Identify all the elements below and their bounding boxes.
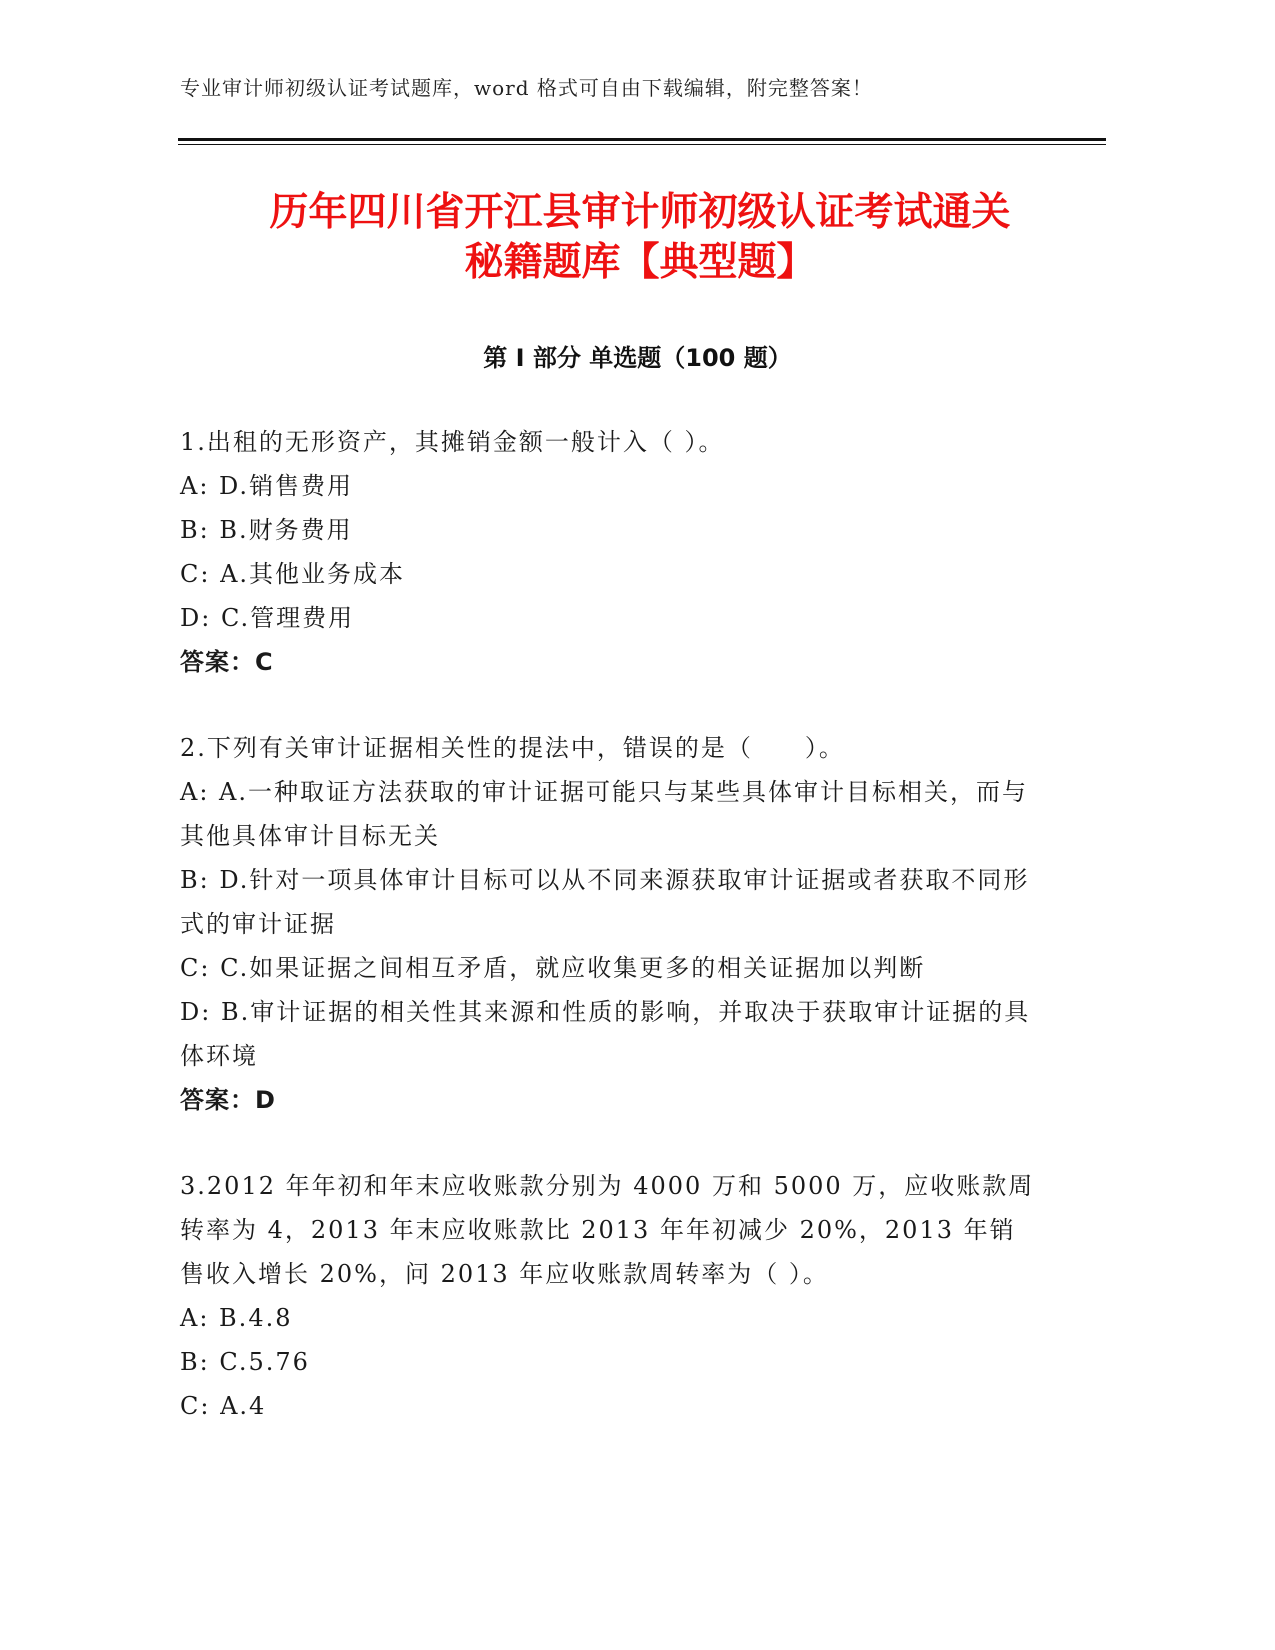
option-a: A: D.销售费用 <box>180 472 354 500</box>
option-c: C: A.其他业务成本 <box>180 560 406 588</box>
question-stem: 3.2012 年年初和年末应收账款分别为 4000 万和 5000 万，应收账款周转率为 4，2013 年末应收账款比 2013 年年初减少 20%，2013 年销售收入增长 20%，问 2013 年应收账款周转率为（ ）。 <box>180 1172 1035 1288</box>
option-b: B: B.财务费用 <box>180 516 353 544</box>
document-title-line-2: 秘籍题库【典型题】 <box>464 240 816 285</box>
question-spacer <box>180 684 1040 726</box>
option-c: C: A.4 <box>180 1392 267 1420</box>
option-c: C: C.如果证据之间相互矛盾，就应收集更多的相关证据加以判断 <box>180 954 926 982</box>
question-list <box>180 420 1040 1428</box>
question-3 <box>180 1164 1040 1428</box>
header-rule-thin <box>178 144 1106 145</box>
option-d: D: C.管理费用 <box>180 604 355 632</box>
header-note: 专业审计师初级认证考试题库，word 格式可自由下载编辑，附完整答案！ <box>180 76 873 100</box>
option-d: D: B.审计证据的相关性其来源和性质的影响，并取决于获取审计证据的具体环境 <box>180 998 1031 1070</box>
question-spacer <box>180 1122 1040 1164</box>
option-b: B: C.5.76 <box>180 1348 310 1376</box>
option-a: A: A.一种取证方法获取的审计证据可能只与某些具体审计目标相关，而与其他具体审计目标无关 <box>180 778 1029 850</box>
answer: 答案：D <box>180 1086 276 1114</box>
document-title-line-1: 历年四川省开江县审计师初级认证考试通关 <box>269 190 1011 235</box>
answer: 答案：C <box>180 648 274 676</box>
document-title <box>160 188 1120 288</box>
question-stem: 2.下列有关审计证据相关性的提法中，错误的是（ ）。 <box>180 734 845 762</box>
header-rule-thick <box>178 138 1106 141</box>
option-b: B: D.针对一项具体审计目标可以从不同来源获取审计证据或者获取不同形式的审计证据 <box>180 866 1030 938</box>
question-2 <box>180 726 1040 1122</box>
question-stem: 1.出租的无形资产，其摊销金额一般计入（ ）。 <box>180 428 725 456</box>
option-a: A: B.4.8 <box>180 1304 293 1332</box>
question-1 <box>180 420 1040 684</box>
section-title: 第 I 部分 单选题（100 题） <box>483 344 792 372</box>
